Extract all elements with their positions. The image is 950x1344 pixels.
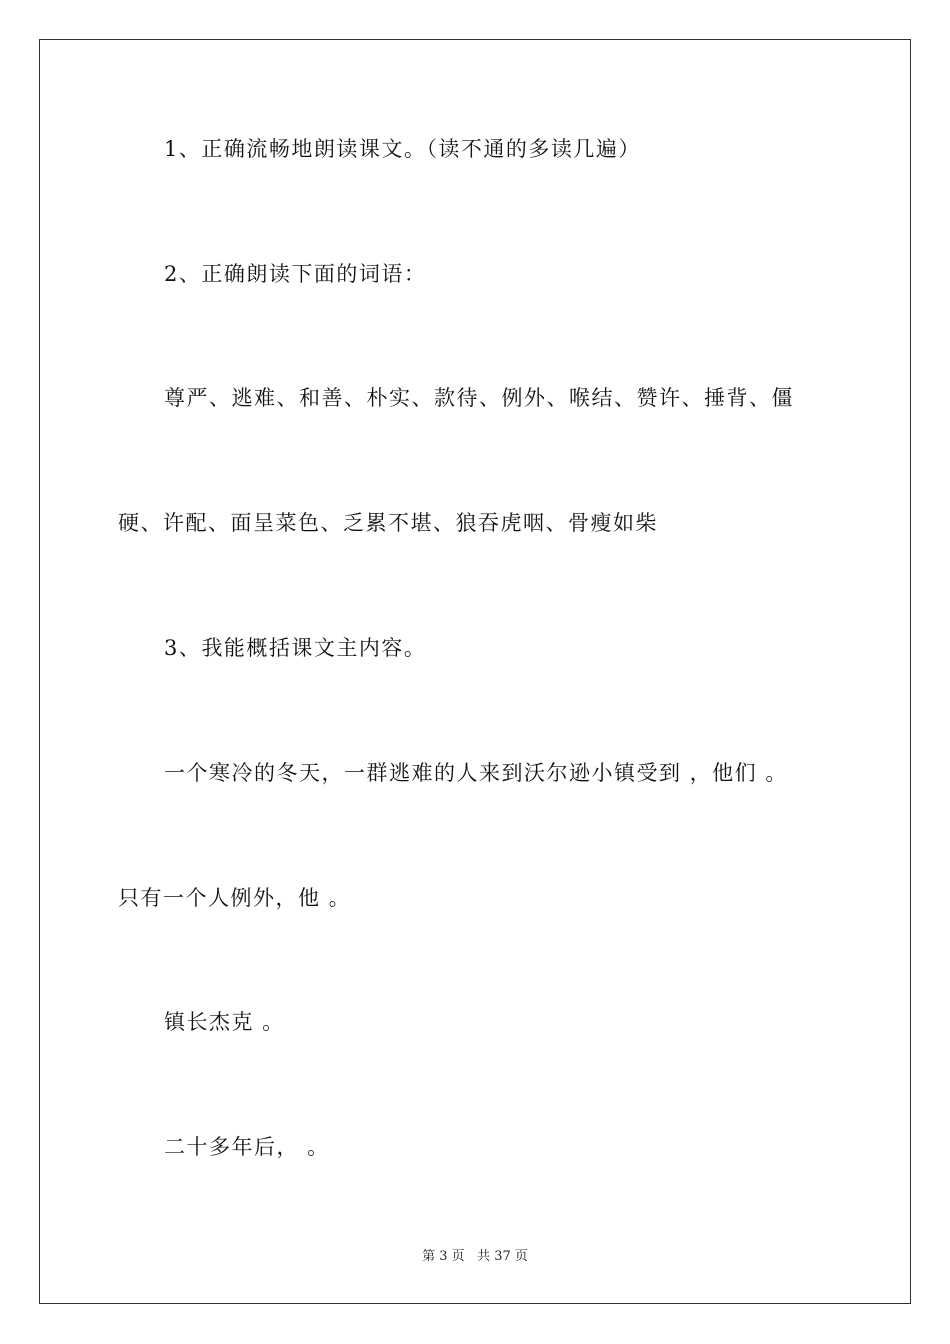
summary-blank-line-4: 二十多年后， 。 bbox=[164, 1135, 330, 1159]
summary-blank-line-3: 镇长杰克 。 bbox=[164, 1010, 285, 1034]
task-2-vocabulary-heading: 2、正确朗读下面的词语： bbox=[164, 262, 427, 286]
summary-blank-line-1: 一个寒冷的冬天，一群逃难的人来到沃尔逊小镇受到 ，他们 。 bbox=[164, 761, 788, 785]
page-frame bbox=[39, 39, 911, 1304]
vocabulary-list-line-1: 尊严、逃难、和善、朴实、款待、例外、喉结、赞许、捶背、僵 bbox=[164, 386, 794, 410]
page-footer bbox=[0, 1249, 950, 1265]
task-3-summary-heading: 3、我能概括课文主内容。 bbox=[164, 636, 427, 660]
task-1-reading: 1、正确流畅地朗读课文。（读不通的多读几遍） bbox=[164, 137, 641, 161]
page-total: 共 37 页 bbox=[477, 1249, 528, 1264]
page-number: 第 3 页 bbox=[422, 1249, 465, 1264]
vocabulary-list-line-2: 硬、许配、面呈菜色、乏累不堪、狼吞虎咽、骨瘦如柴 bbox=[118, 511, 658, 535]
summary-blank-line-2: 只有一个人例外，他 。 bbox=[118, 886, 352, 910]
